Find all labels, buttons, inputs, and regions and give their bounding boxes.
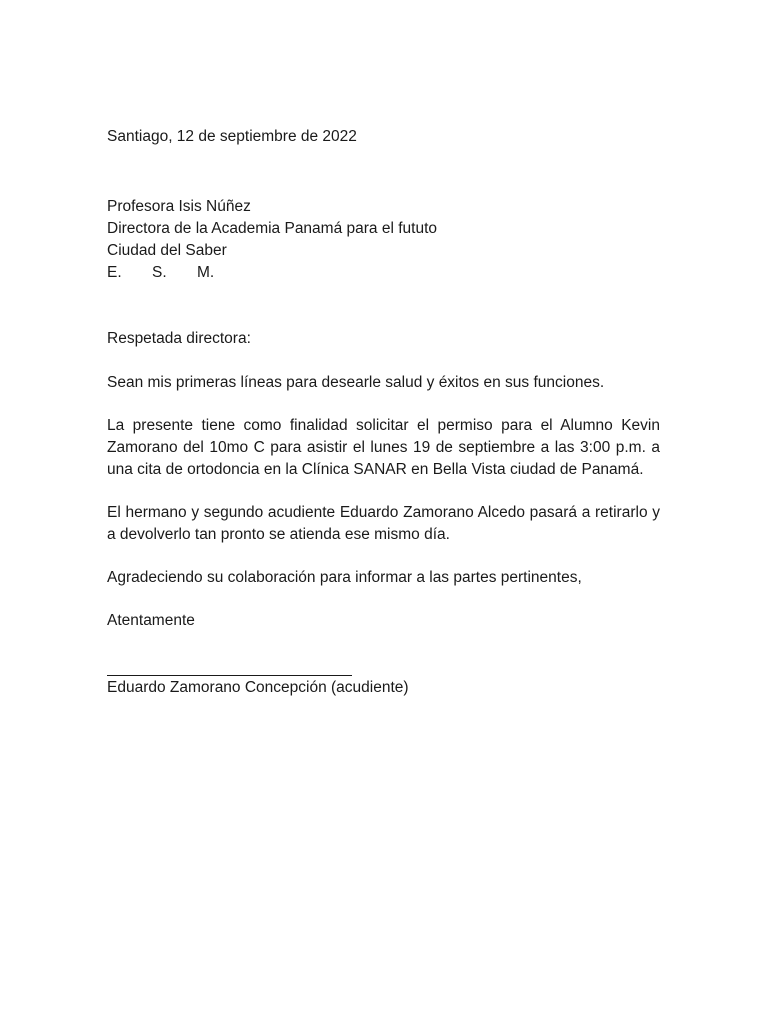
recipient-title: Directora de la Academia Panamá para el fututo xyxy=(107,220,437,237)
date-line: Santiago, 12 de septiembre de 2022 xyxy=(107,128,357,145)
signature-name: Eduardo Zamorano Concepción (acudiente) xyxy=(107,679,409,696)
recipient-name: Profesora Isis Núñez xyxy=(107,198,251,215)
closing: Atentamente xyxy=(107,612,195,629)
paragraph-request: La presente tiene como finalidad solicitar el permiso para el Alumno Kevin Zamorano del 10mo C para asistir el lunes 19 de septiembre a las 3:00 p.m. a una cita de ortodoncia en la Clínica SANAR en Bella Vista ciudad de Panamá. xyxy=(107,417,660,478)
paragraph-thanks: Agradeciendo su colaboración para informar a las partes pertinentes, xyxy=(107,569,582,586)
esm-abbreviation xyxy=(107,262,660,284)
recipient-location: Ciudad del Saber xyxy=(107,242,227,259)
letter-page xyxy=(107,126,660,699)
salutation: Respetada directora: xyxy=(107,330,251,347)
paragraph-greeting: Sean mis primeras líneas para desearle salud y éxitos en sus funciones. xyxy=(107,374,605,391)
esm-e: E. xyxy=(107,264,122,281)
signature-line xyxy=(107,654,352,676)
esm-s: S. xyxy=(152,264,167,281)
recipient-block xyxy=(107,196,660,284)
paragraph-pickup: El hermano y segundo acudiente Eduardo Zamorano Alcedo pasará a retirarlo y a devolverlo tan pronto se atienda ese mismo día. xyxy=(107,504,660,543)
esm-m: M. xyxy=(197,264,215,281)
